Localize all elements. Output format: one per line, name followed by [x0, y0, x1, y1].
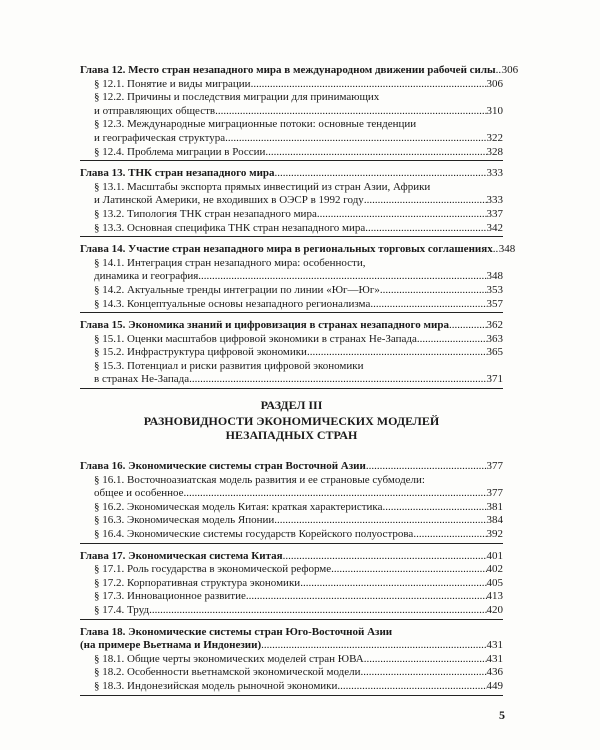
section-entry [80, 78, 503, 92]
page-ref: 402 [486, 563, 503, 576]
chapter-block [80, 460, 503, 544]
page-ref: 306 [486, 77, 503, 90]
page-ref: 377 [486, 460, 503, 472]
page-ref: 392 [486, 527, 503, 540]
dot-leader [283, 550, 487, 564]
dot-leader [246, 590, 487, 604]
page-ref: 342 [486, 221, 503, 234]
section-title: § 13.1. Масштабы экспорта прямых инвестиций из стран Азии, Африки [94, 180, 431, 193]
section-title: § 18.1. Общие черты экономических моделей стран ЮВА [94, 652, 364, 665]
page-ref: 405 [486, 576, 503, 589]
section-entry [80, 563, 503, 577]
section-title: § 14.3. Концептуальные основы незападного регионализма [94, 297, 371, 310]
page-ref: 401 [486, 549, 503, 562]
section-entry [80, 257, 503, 284]
section-title: § 15.3. Потенциал и риски развития цифровой экономики [94, 359, 364, 372]
section-title: § 16.4. Экономические системы государств Корейского полуострова [94, 527, 414, 540]
section-entry [80, 604, 503, 618]
dot-leader [370, 298, 486, 312]
section-title: § 18.2. Особенности вьетнамской экономической модели [94, 666, 361, 679]
section-entry [80, 284, 503, 298]
section-title: и Латинской Америки, не входивших в ОЭСР в 1992 году [94, 194, 364, 207]
chapter-block [80, 550, 503, 620]
section-title: § 17.2. Корпоративная структура экономики [94, 576, 301, 589]
chapter-entry [80, 626, 503, 653]
dot-leader [413, 528, 486, 542]
page-ref: 306 [501, 64, 519, 76]
chapter-title: Глава 14. Участие стран незападного мира в региональных торговых соглашениях [80, 243, 493, 256]
section-title: общее и особенное [94, 487, 184, 500]
section-entry [80, 91, 503, 118]
chapter-block [80, 626, 503, 696]
dot-leader [317, 208, 487, 222]
section-entry [80, 528, 503, 542]
page-ref: 381 [486, 500, 503, 513]
page-ref: 310 [486, 104, 503, 117]
dot-leader [300, 577, 486, 591]
section-title: § 12.4. Проблема миграции в России [94, 145, 266, 158]
part-label: РАЗДЕЛ III [260, 398, 323, 412]
part-heading [80, 398, 503, 442]
page-ref: 431 [486, 639, 503, 652]
chapter-block [80, 319, 503, 389]
section-title: § 16.3. Экономическая модель Японии [94, 514, 275, 527]
section-title: в странах Не-Запада [94, 373, 190, 386]
page-ref: 420 [486, 603, 503, 616]
dot-leader [364, 653, 487, 667]
dot-leader [184, 487, 487, 501]
dot-leader [331, 563, 486, 577]
section-entry [80, 118, 503, 145]
section-title: § 12.1. Понятие и виды миграции [94, 77, 251, 90]
chapter-block [80, 167, 503, 237]
dot-leader [337, 680, 486, 694]
dot-leader [380, 284, 487, 298]
chapter-entry [80, 550, 503, 564]
page-ref: 384 [486, 514, 503, 527]
section-entry [80, 577, 503, 591]
dot-leader [365, 222, 486, 236]
section-title: § 13.3. Основная специфика ТНК стран незападного мира [94, 221, 366, 234]
page-ref: 362 [486, 319, 503, 332]
section-entry [80, 222, 503, 236]
dot-leader [364, 194, 487, 208]
chapter-entry [80, 243, 516, 257]
chapter-entry [80, 319, 503, 333]
section-title: § 16.2. Экономическая модель Китая: краткая характеристика [94, 500, 383, 513]
chapter-title: (на примере Вьетнама и Индонезии) [80, 639, 262, 652]
chapter-entry [80, 167, 503, 181]
section-entry [80, 298, 503, 312]
section-entry [80, 501, 503, 515]
dot-leader [198, 270, 486, 284]
section-title: § 14.2. Актуальные тренды интеграции по линии «Юг—Юг» [94, 283, 380, 296]
chapter-block [80, 64, 519, 161]
section-entry [80, 181, 503, 208]
section-title: § 12.3. Международные миграционные потоки: основные тенденции [94, 118, 417, 131]
part-title-line-1: РАЗНОВИДНОСТИ ЭКОНОМИЧЕСКИХ МОДЕЛЕЙ [143, 414, 440, 428]
dot-leader [265, 146, 486, 160]
page-ref: 436 [486, 666, 503, 679]
dot-leader [361, 666, 487, 680]
page-ref: 377 [486, 487, 503, 500]
section-entry [80, 666, 503, 680]
page-ref: 333 [486, 194, 503, 207]
section-title: § 18.3. Индонезийская модель рыночной экономики [94, 679, 338, 692]
page-ref: 348 [498, 243, 516, 256]
section-entry [80, 514, 503, 528]
dot-leader [189, 373, 486, 387]
dot-leader [225, 132, 486, 146]
page-ref: 449 [486, 679, 503, 692]
section-entry [80, 146, 503, 160]
section-title: § 14.1. Интеграция стран незападного мира: особенности, [94, 256, 366, 269]
section-title: и отправляющих обществ [94, 104, 216, 117]
chapter-title: Глава 12. Место стран незападного мира в международном движении рабочей силы [80, 64, 496, 76]
section-title: § 16.1. Восточноазиатская модель развития и ее страновые субмодели: [94, 473, 425, 486]
dot-leader [149, 604, 486, 618]
section-entry [80, 653, 503, 667]
chapter-entry [80, 460, 503, 474]
section-entry [80, 360, 503, 387]
chapter-title: Глава 16. Экономические системы стран Восточной Азии [80, 460, 366, 472]
page-ref: 363 [486, 332, 503, 345]
dot-leader [251, 78, 487, 92]
toc-part-2 [80, 64, 519, 395]
section-title: § 15.1. Оценки масштабов цифровой экономики в странах Не-Запада [94, 332, 417, 345]
page-ref: 413 [486, 590, 503, 603]
page-ref: 333 [486, 167, 503, 180]
dot-leader [215, 105, 486, 119]
toc-part-3 [80, 460, 503, 702]
page-ref: 357 [486, 297, 503, 310]
dot-leader [307, 346, 487, 360]
page-ref: 371 [486, 373, 503, 386]
section-title: динамика и география [94, 270, 199, 283]
page-ref: 365 [486, 346, 503, 359]
section-title: § 17.3. Инновационное развитие [94, 590, 246, 603]
section-entry [80, 346, 503, 360]
section-entry [80, 680, 503, 694]
page-ref: 348 [486, 270, 503, 283]
chapter-title: Глава 17. Экономическая система Китая [80, 549, 283, 562]
part-title-line-2: НЕЗАПАДНЫХ СТРАН [225, 428, 358, 442]
page-ref: 322 [486, 131, 503, 144]
chapter-title: Глава 18. Экономические системы стран Юго-Восточной Азии [80, 625, 393, 638]
page-ref: 431 [486, 652, 503, 665]
dot-leader [382, 501, 486, 515]
dot-leader [417, 333, 487, 347]
section-title: § 13.2. Типология ТНК стран незападного мира [94, 207, 317, 220]
section-entry [80, 333, 503, 347]
page-ref: 337 [486, 207, 503, 220]
section-entry [80, 208, 503, 222]
page-number: 5 [499, 708, 505, 722]
chapter-entry [80, 64, 519, 78]
section-title: § 12.2. Причины и последствия миграции для принимающих [94, 91, 380, 104]
chapter-title: Глава 15. Экономика знаний и цифровизация в странах незападного мира [80, 319, 449, 332]
section-title: § 17.1. Роль государства в экономической реформе [94, 563, 332, 576]
chapter-block [80, 243, 516, 313]
section-title: и географическая структура [94, 131, 226, 144]
page-ref: 328 [486, 145, 503, 158]
section-entry [80, 590, 503, 604]
dot-leader [274, 514, 486, 528]
section-title: § 17.4. Труд [94, 603, 150, 616]
chapter-title: Глава 13. ТНК стран незападного мира [80, 167, 275, 180]
dot-leader [366, 460, 487, 474]
page-ref: 353 [486, 283, 503, 296]
dot-leader [449, 319, 487, 333]
dot-leader [261, 639, 486, 653]
section-entry [80, 474, 503, 501]
section-title: § 15.2. Инфраструктура цифровой экономики [94, 346, 307, 359]
dot-leader [275, 167, 487, 181]
